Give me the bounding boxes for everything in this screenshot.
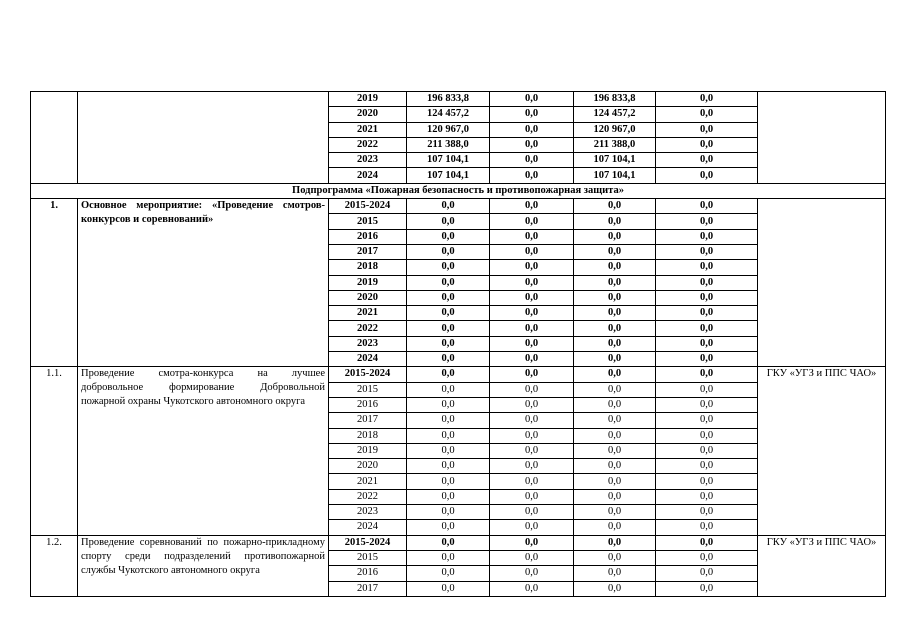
value-regional-cell: 0,0 xyxy=(574,535,656,550)
value-federal-cell: 0,0 xyxy=(490,581,574,596)
value-federal-cell: 0,0 xyxy=(490,535,574,550)
value-regional-cell: 0,0 xyxy=(574,505,656,520)
value-regional-cell: 0,0 xyxy=(574,260,656,275)
value-federal-cell: 0,0 xyxy=(490,199,574,214)
value-total-cell: 211 388,0 xyxy=(407,137,490,152)
value-regional-cell: 0,0 xyxy=(574,413,656,428)
value-other-cell: 0,0 xyxy=(656,397,758,412)
year-cell: 2017 xyxy=(329,244,407,259)
value-regional-cell: 0,0 xyxy=(574,474,656,489)
value-other-cell: 0,0 xyxy=(656,244,758,259)
year-cell: 2023 xyxy=(329,505,407,520)
value-regional-cell: 124 457,2 xyxy=(574,107,656,122)
value-total-cell: 0,0 xyxy=(407,474,490,489)
year-cell: 2015-2024 xyxy=(329,535,407,550)
year-cell: 2016 xyxy=(329,566,407,581)
responsible-executor: ГКУ «УГЗ и ППС ЧАО» xyxy=(758,367,886,535)
value-total-cell: 0,0 xyxy=(407,566,490,581)
value-federal-cell: 0,0 xyxy=(490,397,574,412)
year-cell: 2019 xyxy=(329,92,407,107)
year-cell: 2021 xyxy=(329,122,407,137)
value-federal-cell: 0,0 xyxy=(490,122,574,137)
table-row xyxy=(31,367,886,382)
value-regional-cell: 211 388,0 xyxy=(574,137,656,152)
year-cell: 2020 xyxy=(329,107,407,122)
value-total-cell: 0,0 xyxy=(407,199,490,214)
value-other-cell: 0,0 xyxy=(656,153,758,168)
value-federal-cell: 0,0 xyxy=(490,275,574,290)
value-total-cell: 107 104,1 xyxy=(407,153,490,168)
activity-description: Основное мероприятие: «Проведение смотров-конкурсов и соревнований» xyxy=(78,199,329,367)
value-other-cell: 0,0 xyxy=(656,336,758,351)
table-row xyxy=(31,535,886,550)
value-other-cell: 0,0 xyxy=(656,107,758,122)
year-cell: 2016 xyxy=(329,229,407,244)
year-cell: 2022 xyxy=(329,321,407,336)
value-total-cell: 0,0 xyxy=(407,336,490,351)
value-other-cell: 0,0 xyxy=(656,275,758,290)
value-federal-cell: 0,0 xyxy=(490,229,574,244)
value-total-cell: 0,0 xyxy=(407,214,490,229)
value-total-cell: 0,0 xyxy=(407,321,490,336)
value-regional-cell: 0,0 xyxy=(574,382,656,397)
value-federal-cell: 0,0 xyxy=(490,321,574,336)
value-other-cell: 0,0 xyxy=(656,413,758,428)
year-cell: 2020 xyxy=(329,459,407,474)
value-regional-cell: 0,0 xyxy=(574,443,656,458)
value-other-cell: 0,0 xyxy=(656,550,758,565)
value-regional-cell: 0,0 xyxy=(574,520,656,535)
value-federal-cell: 0,0 xyxy=(490,443,574,458)
year-cell: 2015 xyxy=(329,382,407,397)
value-other-cell: 0,0 xyxy=(656,428,758,443)
value-federal-cell: 0,0 xyxy=(490,474,574,489)
year-cell: 2021 xyxy=(329,474,407,489)
year-cell: 2015 xyxy=(329,550,407,565)
year-cell: 2017 xyxy=(329,413,407,428)
value-federal-cell: 0,0 xyxy=(490,459,574,474)
value-other-cell: 0,0 xyxy=(656,122,758,137)
value-regional-cell: 0,0 xyxy=(574,214,656,229)
year-cell: 2015-2024 xyxy=(329,199,407,214)
value-total-cell: 0,0 xyxy=(407,275,490,290)
value-other-cell: 0,0 xyxy=(656,321,758,336)
value-total-cell: 0,0 xyxy=(407,443,490,458)
value-total-cell: 0,0 xyxy=(407,229,490,244)
budget-table xyxy=(30,91,886,597)
year-cell: 2022 xyxy=(329,489,407,504)
value-federal-cell: 0,0 xyxy=(490,92,574,107)
value-total-cell: 107 104,1 xyxy=(407,168,490,183)
value-other-cell: 0,0 xyxy=(656,260,758,275)
value-other-cell: 0,0 xyxy=(656,199,758,214)
value-other-cell: 0,0 xyxy=(656,92,758,107)
value-federal-cell: 0,0 xyxy=(490,260,574,275)
value-federal-cell: 0,0 xyxy=(490,382,574,397)
value-regional-cell: 0,0 xyxy=(574,229,656,244)
activity-description: Проведение соревнований по пожарно-прикладному спорту среди подразделений противопожарной службы Чукотского автономного округа xyxy=(78,535,329,596)
value-regional-cell: 0,0 xyxy=(574,459,656,474)
value-other-cell: 0,0 xyxy=(656,229,758,244)
value-other-cell: 0,0 xyxy=(656,306,758,321)
value-total-cell: 0,0 xyxy=(407,306,490,321)
value-total-cell: 0,0 xyxy=(407,428,490,443)
year-cell: 2024 xyxy=(329,520,407,535)
year-cell: 2015-2024 xyxy=(329,367,407,382)
value-federal-cell: 0,0 xyxy=(490,413,574,428)
value-total-cell: 0,0 xyxy=(407,352,490,367)
value-federal-cell: 0,0 xyxy=(490,367,574,382)
value-other-cell: 0,0 xyxy=(656,581,758,596)
value-other-cell: 0,0 xyxy=(656,290,758,305)
value-total-cell: 0,0 xyxy=(407,382,490,397)
value-federal-cell: 0,0 xyxy=(490,107,574,122)
value-other-cell: 0,0 xyxy=(656,535,758,550)
description-cell xyxy=(78,92,329,184)
value-total-cell: 0,0 xyxy=(407,413,490,428)
value-total-cell: 0,0 xyxy=(407,520,490,535)
value-other-cell: 0,0 xyxy=(656,443,758,458)
year-cell: 2023 xyxy=(329,153,407,168)
value-other-cell: 0,0 xyxy=(656,352,758,367)
document-page xyxy=(30,91,886,597)
value-federal-cell: 0,0 xyxy=(490,520,574,535)
value-total-cell: 0,0 xyxy=(407,367,490,382)
table-row xyxy=(31,199,886,214)
value-regional-cell: 0,0 xyxy=(574,199,656,214)
value-regional-cell: 0,0 xyxy=(574,244,656,259)
activity-number: 1. xyxy=(31,199,78,367)
value-federal-cell: 0,0 xyxy=(490,489,574,504)
value-regional-cell: 107 104,1 xyxy=(574,168,656,183)
value-regional-cell: 0,0 xyxy=(574,367,656,382)
value-federal-cell: 0,0 xyxy=(490,137,574,152)
value-other-cell: 0,0 xyxy=(656,520,758,535)
value-regional-cell: 0,0 xyxy=(574,428,656,443)
subprogram-row xyxy=(31,183,886,198)
activity-number: 1.2. xyxy=(31,535,78,596)
value-federal-cell: 0,0 xyxy=(490,566,574,581)
value-regional-cell: 196 833,8 xyxy=(574,92,656,107)
year-cell: 2024 xyxy=(329,168,407,183)
value-regional-cell: 107 104,1 xyxy=(574,153,656,168)
value-federal-cell: 0,0 xyxy=(490,153,574,168)
year-cell: 2021 xyxy=(329,306,407,321)
year-cell: 2017 xyxy=(329,581,407,596)
value-regional-cell: 0,0 xyxy=(574,290,656,305)
value-total-cell: 0,0 xyxy=(407,489,490,504)
year-cell: 2023 xyxy=(329,336,407,351)
value-regional-cell: 0,0 xyxy=(574,336,656,351)
responsible-cell xyxy=(758,92,886,184)
table-row xyxy=(31,92,886,107)
value-regional-cell: 0,0 xyxy=(574,489,656,504)
value-regional-cell: 0,0 xyxy=(574,397,656,412)
value-federal-cell: 0,0 xyxy=(490,336,574,351)
value-federal-cell: 0,0 xyxy=(490,505,574,520)
value-federal-cell: 0,0 xyxy=(490,428,574,443)
value-total-cell: 0,0 xyxy=(407,550,490,565)
value-regional-cell: 0,0 xyxy=(574,275,656,290)
value-total-cell: 124 457,2 xyxy=(407,107,490,122)
subprogram-title: Подпрограмма «Пожарная безопасность и противопожарная защита» xyxy=(31,183,886,198)
value-regional-cell: 0,0 xyxy=(574,550,656,565)
value-other-cell: 0,0 xyxy=(656,489,758,504)
year-cell: 2019 xyxy=(329,275,407,290)
value-total-cell: 0,0 xyxy=(407,397,490,412)
value-regional-cell: 0,0 xyxy=(574,352,656,367)
value-total-cell: 0,0 xyxy=(407,535,490,550)
value-federal-cell: 0,0 xyxy=(490,168,574,183)
value-federal-cell: 0,0 xyxy=(490,550,574,565)
year-cell: 2024 xyxy=(329,352,407,367)
value-other-cell: 0,0 xyxy=(656,137,758,152)
value-other-cell: 0,0 xyxy=(656,214,758,229)
value-federal-cell: 0,0 xyxy=(490,352,574,367)
number-cell xyxy=(31,92,78,184)
activity-number: 1.1. xyxy=(31,367,78,535)
value-other-cell: 0,0 xyxy=(656,505,758,520)
value-other-cell: 0,0 xyxy=(656,382,758,397)
year-cell: 2022 xyxy=(329,137,407,152)
activity-description: Проведение смотра-конкурса на лучшее добровольное формирование Добровольной пожарной охраны Чукотского автономного округа xyxy=(78,367,329,535)
value-federal-cell: 0,0 xyxy=(490,306,574,321)
value-regional-cell: 0,0 xyxy=(574,306,656,321)
value-total-cell: 0,0 xyxy=(407,459,490,474)
value-regional-cell: 120 967,0 xyxy=(574,122,656,137)
value-federal-cell: 0,0 xyxy=(490,290,574,305)
value-total-cell: 0,0 xyxy=(407,505,490,520)
year-cell: 2019 xyxy=(329,443,407,458)
value-federal-cell: 0,0 xyxy=(490,244,574,259)
value-federal-cell: 0,0 xyxy=(490,214,574,229)
value-total-cell: 120 967,0 xyxy=(407,122,490,137)
responsible-executor xyxy=(758,199,886,367)
year-cell: 2018 xyxy=(329,260,407,275)
value-regional-cell: 0,0 xyxy=(574,321,656,336)
value-total-cell: 0,0 xyxy=(407,290,490,305)
value-other-cell: 0,0 xyxy=(656,566,758,581)
year-cell: 2018 xyxy=(329,428,407,443)
responsible-executor: ГКУ «УГЗ и ППС ЧАО» xyxy=(758,535,886,596)
value-total-cell: 0,0 xyxy=(407,581,490,596)
value-other-cell: 0,0 xyxy=(656,474,758,489)
value-other-cell: 0,0 xyxy=(656,459,758,474)
year-cell: 2016 xyxy=(329,397,407,412)
value-regional-cell: 0,0 xyxy=(574,566,656,581)
value-regional-cell: 0,0 xyxy=(574,581,656,596)
value-total-cell: 0,0 xyxy=(407,244,490,259)
year-cell: 2020 xyxy=(329,290,407,305)
value-other-cell: 0,0 xyxy=(656,168,758,183)
value-total-cell: 196 833,8 xyxy=(407,92,490,107)
value-other-cell: 0,0 xyxy=(656,367,758,382)
value-total-cell: 0,0 xyxy=(407,260,490,275)
year-cell: 2015 xyxy=(329,214,407,229)
